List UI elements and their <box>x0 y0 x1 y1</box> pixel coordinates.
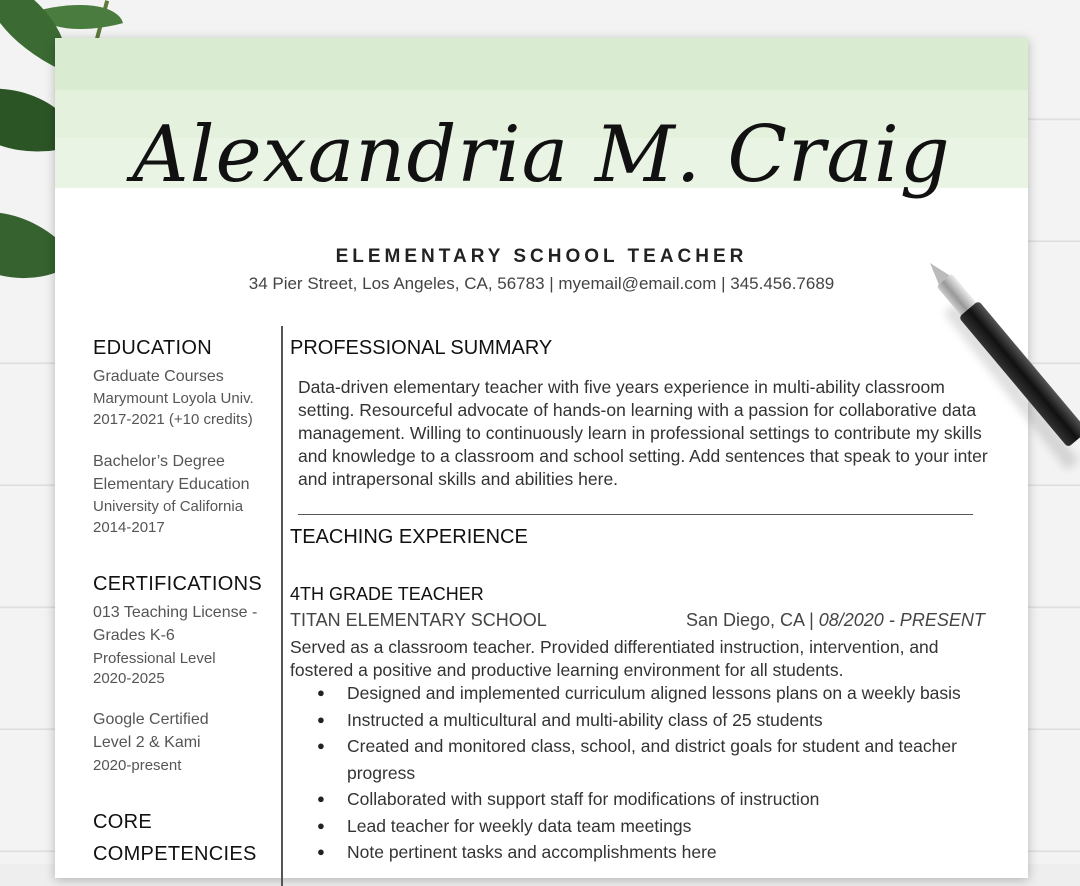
job-school: TITAN ELEMENTARY SCHOOL <box>290 610 547 630</box>
core-heading: CORE <box>93 811 152 833</box>
list-item: ● Created and monitored class, school, and district goals for student and teacher progress <box>317 733 977 786</box>
cert1-line1: 013 Teaching License - <box>93 604 258 621</box>
job-title: ELEMENTARY SCHOOL TEACHER <box>335 246 748 267</box>
section-divider <box>298 514 973 515</box>
contact-line: 34 Pier Street, Los Angeles, CA, 56783 | myemail@email.com | 345.456.7689 <box>248 274 835 293</box>
experience-heading: TEACHING EXPERIENCE <box>290 526 528 548</box>
list-item: ● Collaborated with support staff for modifications of instruction <box>317 786 977 813</box>
education-heading: EDUCATION <box>93 337 212 359</box>
cert1-years: 2020-2025 <box>93 670 165 687</box>
job-location-dates <box>686 610 985 631</box>
cert2-years: 2020-present <box>93 757 182 774</box>
candidate-name: Alexandria M. Craig <box>132 110 951 200</box>
header-wash <box>55 38 1028 90</box>
certifications-heading: CERTIFICATIONS <box>93 573 263 595</box>
edu2-school: University of California <box>93 498 244 515</box>
edu1-years: 2017-2021 (+10 credits) <box>93 411 253 428</box>
job-role: 4TH GRADE TEACHER <box>290 584 484 604</box>
list-item: ● Lead teacher for weekly data team meetings <box>317 813 977 840</box>
edu1-school: Marymount Loyola Univ. <box>93 390 254 407</box>
list-item: ● Designed and implemented curriculum aligned lessons plans on a weekly basis <box>317 680 977 707</box>
job-location: San Diego, CA | <box>686 610 819 630</box>
edu1-degree: Graduate Courses <box>93 368 224 385</box>
cert2-line2: Level 2 & Kami <box>93 734 201 751</box>
edu2-degree: Bachelor’s Degree <box>93 453 225 470</box>
cert1-level: Professional Level <box>93 650 216 667</box>
cert1-line2: Grades K-6 <box>93 627 175 644</box>
summary-heading: PROFESSIONAL SUMMARY <box>290 337 553 359</box>
resume-page <box>55 38 1028 878</box>
summary-text: Data-driven elementary teacher with five years experience in multi-ability classroom setting. Resourceful advocate of hands-on learning with a passion for collaborative data management. Willing to continuously learn in professional settings to contribute my skills and knowledge to a classroom and school setting. Add sentences that speak to your inter and intrapersonal skills and abilities here. <box>298 377 988 489</box>
core-heading-2: COMPETENCIES <box>93 843 257 865</box>
job-description: Served as a classroom teacher. Provided differentiated instruction, intervention, and fostered a positive and productive learning environment for all students. <box>290 637 939 680</box>
job-bullets <box>317 680 977 866</box>
column-divider <box>281 326 283 886</box>
cert2-line1: Google Certified <box>93 711 209 728</box>
edu2-years: 2014-2017 <box>93 519 165 536</box>
job-dates: 08/2020 - PRESENT <box>818 610 985 630</box>
list-item: ● Instructed a multicultural and multi-ability class of 25 students <box>317 707 977 734</box>
edu2-field: Elementary Education <box>93 476 250 493</box>
list-item: ● Note pertinent tasks and accomplishments here <box>317 839 977 866</box>
